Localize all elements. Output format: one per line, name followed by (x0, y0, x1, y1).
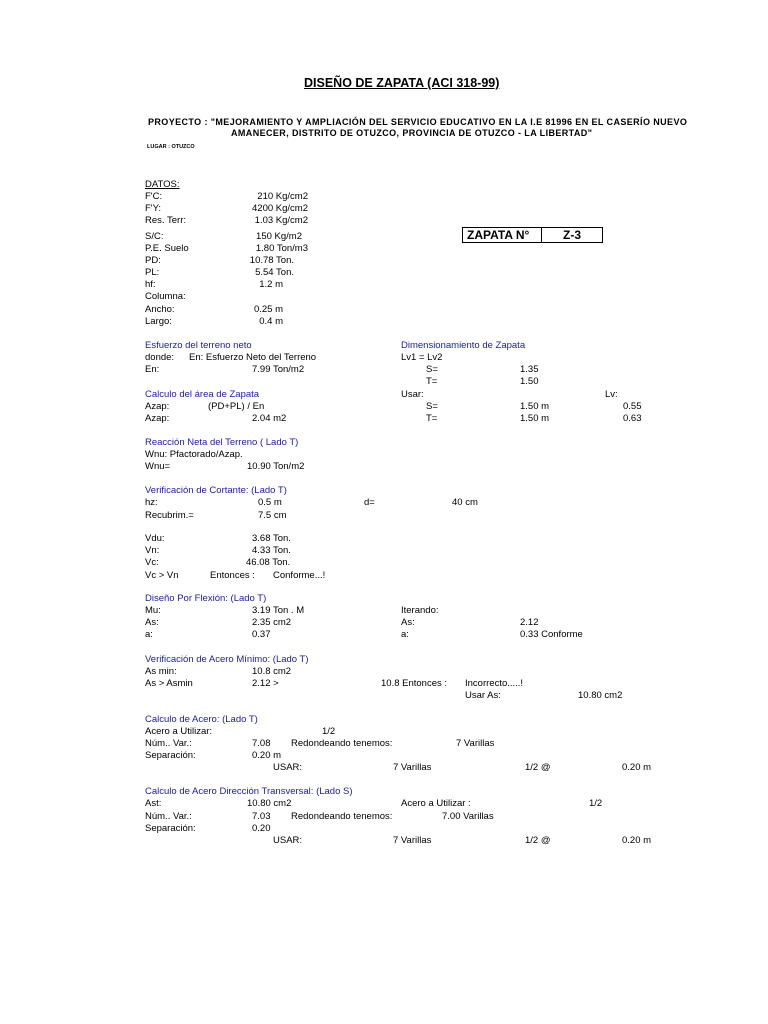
trans-sep-label: Separación: (145, 823, 196, 834)
azap2-value: 2.04 m2 (252, 413, 287, 424)
vn-value: 4.33 Ton. (252, 545, 291, 556)
trans-num-value: 7.03 (252, 811, 271, 822)
trans-usar-label: USAR: (273, 835, 303, 846)
dimension-heading: Dimensionamiento de Zapata (401, 340, 526, 351)
trans-usar-diam: 1/2 @ (525, 835, 551, 846)
page-title: DISEÑO DE ZAPATA (ACI 318-99) (304, 76, 500, 90)
vdu-label: Vdu: (145, 533, 165, 544)
wnu-value: 10.90 Ton/m2 (247, 461, 305, 472)
trans-red-label: Redondeando tenemos: (291, 811, 393, 822)
vc-vn-compare: Vc > Vn (145, 570, 179, 581)
acero-util-label: Acero a Utilizar: (145, 726, 213, 737)
cortante-heading: Verificación de Cortante: (Lado T) (145, 485, 287, 496)
acero-num-label: Núm.. Var.: (145, 738, 192, 749)
vn-label: Vn: (145, 545, 160, 556)
recubrim-label: Recubrim.= (145, 510, 194, 521)
usar-lv-label: Lv: (605, 389, 618, 400)
azap1-formula: (PD+PL) / En (208, 401, 265, 412)
lv-equation: Lv1 = Lv2 (401, 352, 443, 363)
as-asmin-right: 10.8 Entonces : (381, 678, 448, 689)
acero-util-value: 1/2 (322, 726, 336, 737)
ancho-value: 0.25 m (253, 304, 283, 315)
usar-s-lv: 0.55 (623, 401, 642, 412)
a2-label: a: (401, 629, 409, 640)
as-value: 2.35 cm2 (252, 617, 292, 628)
hz-label: hz: (145, 497, 158, 508)
acero-heading: Calculo de Acero: (Lado T) (145, 714, 258, 725)
pe-suelo-label: P.E. Suelo (145, 243, 189, 254)
dim-t-value: 1.50 (520, 376, 539, 387)
trans-usar-varillas: 7 Varillas (393, 835, 432, 846)
pd-label: PD: (145, 255, 161, 266)
en-value: 7.99 Ton/m2 (252, 364, 305, 375)
pe-suelo-value: 1.80 Ton/m3 (255, 243, 308, 254)
hf-value: 1.2 m (259, 279, 283, 290)
usar-s-value: 1.50 m (520, 401, 550, 412)
donde-label: donde: (145, 352, 175, 363)
project-line-2: AMANECER, DISTRITO DE OTUZCO, PROVINCIA DE OTUZCO - LA LIBERTAD" (231, 128, 593, 138)
vdu-value: 3.68 Ton. (252, 533, 291, 544)
flexion-heading: Diseño Por Flexión: (Lado T) (145, 593, 267, 604)
usar-as-value: 10.80 cm2 (578, 690, 623, 701)
trans-usar-sep: 0.20 m (622, 835, 652, 846)
mu-value: 3.19 Ton . M (252, 605, 305, 616)
res-terr-value: 1.03 Kg/cm2 (254, 215, 308, 226)
as-label: As: (145, 617, 159, 628)
acero-usar-label: USAR: (273, 762, 303, 773)
a-value: 0.37 (252, 629, 271, 640)
azap2-label: Azap: (145, 413, 170, 424)
as-asmin-result: Incorrecto.....! (465, 678, 524, 689)
acero-sep-label: Separación: (145, 750, 196, 761)
mu-label: Mu: (145, 605, 161, 616)
a-label: a: (145, 629, 153, 640)
minimo-heading: Verificación de Acero Mínimo: (Lado T) (145, 654, 309, 665)
usar-t-value: 1.50 m (520, 413, 550, 424)
pl-value: 5.54 Ton. (255, 267, 294, 278)
hz-value: 0.5 m (258, 497, 282, 508)
reaccion-heading: Reacción Neta del Terreno ( Lado T) (145, 437, 299, 448)
ast-value: 10.80 cm2 (247, 798, 292, 809)
usar-t-lv: 0.63 (623, 413, 642, 424)
trans-red-value: 7.00 Varillas (442, 811, 494, 822)
ancho-label: Ancho: (145, 304, 175, 315)
fy-label: F'Y: (145, 203, 162, 214)
fy-value: 4200 Kg/cm2 (252, 203, 308, 214)
recubrim-value: 7.5 cm (258, 510, 287, 521)
trans-sep-value: 0.20 (252, 823, 271, 834)
wnu-text: Wnu: Pfactorado/Azap. (145, 449, 243, 460)
acero-red-label: Redondeando tenemos: (291, 738, 393, 749)
zapata-value: Z-3 (563, 228, 581, 242)
dim-t-label: T= (426, 376, 438, 387)
largo-value: 0.4 m (259, 316, 283, 327)
pd-value: 10.78 Ton. (249, 255, 294, 266)
esfuerzo-heading: Esfuerzo del terreno neto (145, 340, 252, 351)
d-value: 40 cm (452, 497, 478, 508)
acero-usar-diam: 1/2 @ (525, 762, 551, 773)
hf-label: hf: (145, 279, 156, 290)
vc-vn-result: Conforme...! (273, 570, 326, 581)
acero-num-value: 7.08 (252, 738, 271, 749)
res-terr-label: Res. Terr: (145, 215, 187, 226)
a2-value: 0.33 Conforme (520, 629, 583, 640)
usar-s-label: S= (426, 401, 438, 412)
trans-util-value: 1/2 (589, 798, 603, 809)
trans-util-label: Acero a Utilizar : (401, 798, 471, 809)
as2-value: 2.12 (520, 617, 539, 628)
asmin-value: 10.8 cm2 (252, 666, 292, 677)
as-asmin-left: 2.12 > (252, 678, 279, 689)
fc-label: F'C: (145, 191, 163, 202)
acero-red-value: 7 Varillas (456, 738, 495, 749)
acero-usar-sep: 0.20 m (622, 762, 652, 773)
trans-num-label: Núm.. Var.: (145, 811, 192, 822)
asmin-label: As min: (145, 666, 177, 677)
lugar-label: LUGAR : OTUZCO (147, 144, 195, 150)
acero-sep-value: 0.20 m (252, 750, 282, 761)
fc-value: 210 Kg/cm2 (257, 191, 308, 202)
columna-label: Columna: (145, 291, 186, 302)
sc-value: 150 Kg/m2 (256, 231, 302, 242)
en-label: En: (145, 364, 160, 375)
pl-label: PL: (145, 267, 160, 278)
as2-label: As: (401, 617, 415, 628)
usar-t-label: T= (426, 413, 438, 424)
dim-s-label: S= (426, 364, 438, 375)
zapata-number-box (462, 227, 603, 243)
area-heading: Calculo del área de Zapata (145, 389, 260, 400)
dim-s-value: 1.35 (520, 364, 539, 375)
vc-value: 46.08 Ton. (246, 557, 291, 568)
usar-as-label: Usar As: (465, 690, 501, 701)
largo-label: Largo: (145, 316, 172, 327)
donde-text: En: Esfuerzo Neto del Terreno (189, 352, 317, 363)
sc-label: S/C: (145, 231, 164, 242)
iterando-label: Iterando: (401, 605, 439, 616)
usar-label: Usar: (401, 389, 424, 400)
vc-vn-entonces: Entonces : (210, 570, 255, 581)
d-label: d= (364, 497, 375, 508)
vc-label: Vc: (145, 557, 159, 568)
transversal-heading: Calculo de Acero Dirección Transversal: (Lado S) (145, 786, 353, 797)
acero-usar-varillas: 7 Varillas (393, 762, 432, 773)
ast-label: Ast: (145, 798, 162, 809)
zapata-label: ZAPATA N° (463, 228, 542, 242)
project-line-1: PROYECTO : "MEJORAMIENTO Y AMPLIACIÓN DEL SERVICIO EDUCATIVO EN LA I.E 81996 EN EL CASERÍO NUEVO (148, 117, 688, 127)
datos-heading: DATOS: (145, 179, 180, 190)
azap1-label: Azap: (145, 401, 170, 412)
as-asmin-compare: As > Asmin (145, 678, 193, 689)
wnu-label: Wnu= (145, 461, 171, 472)
